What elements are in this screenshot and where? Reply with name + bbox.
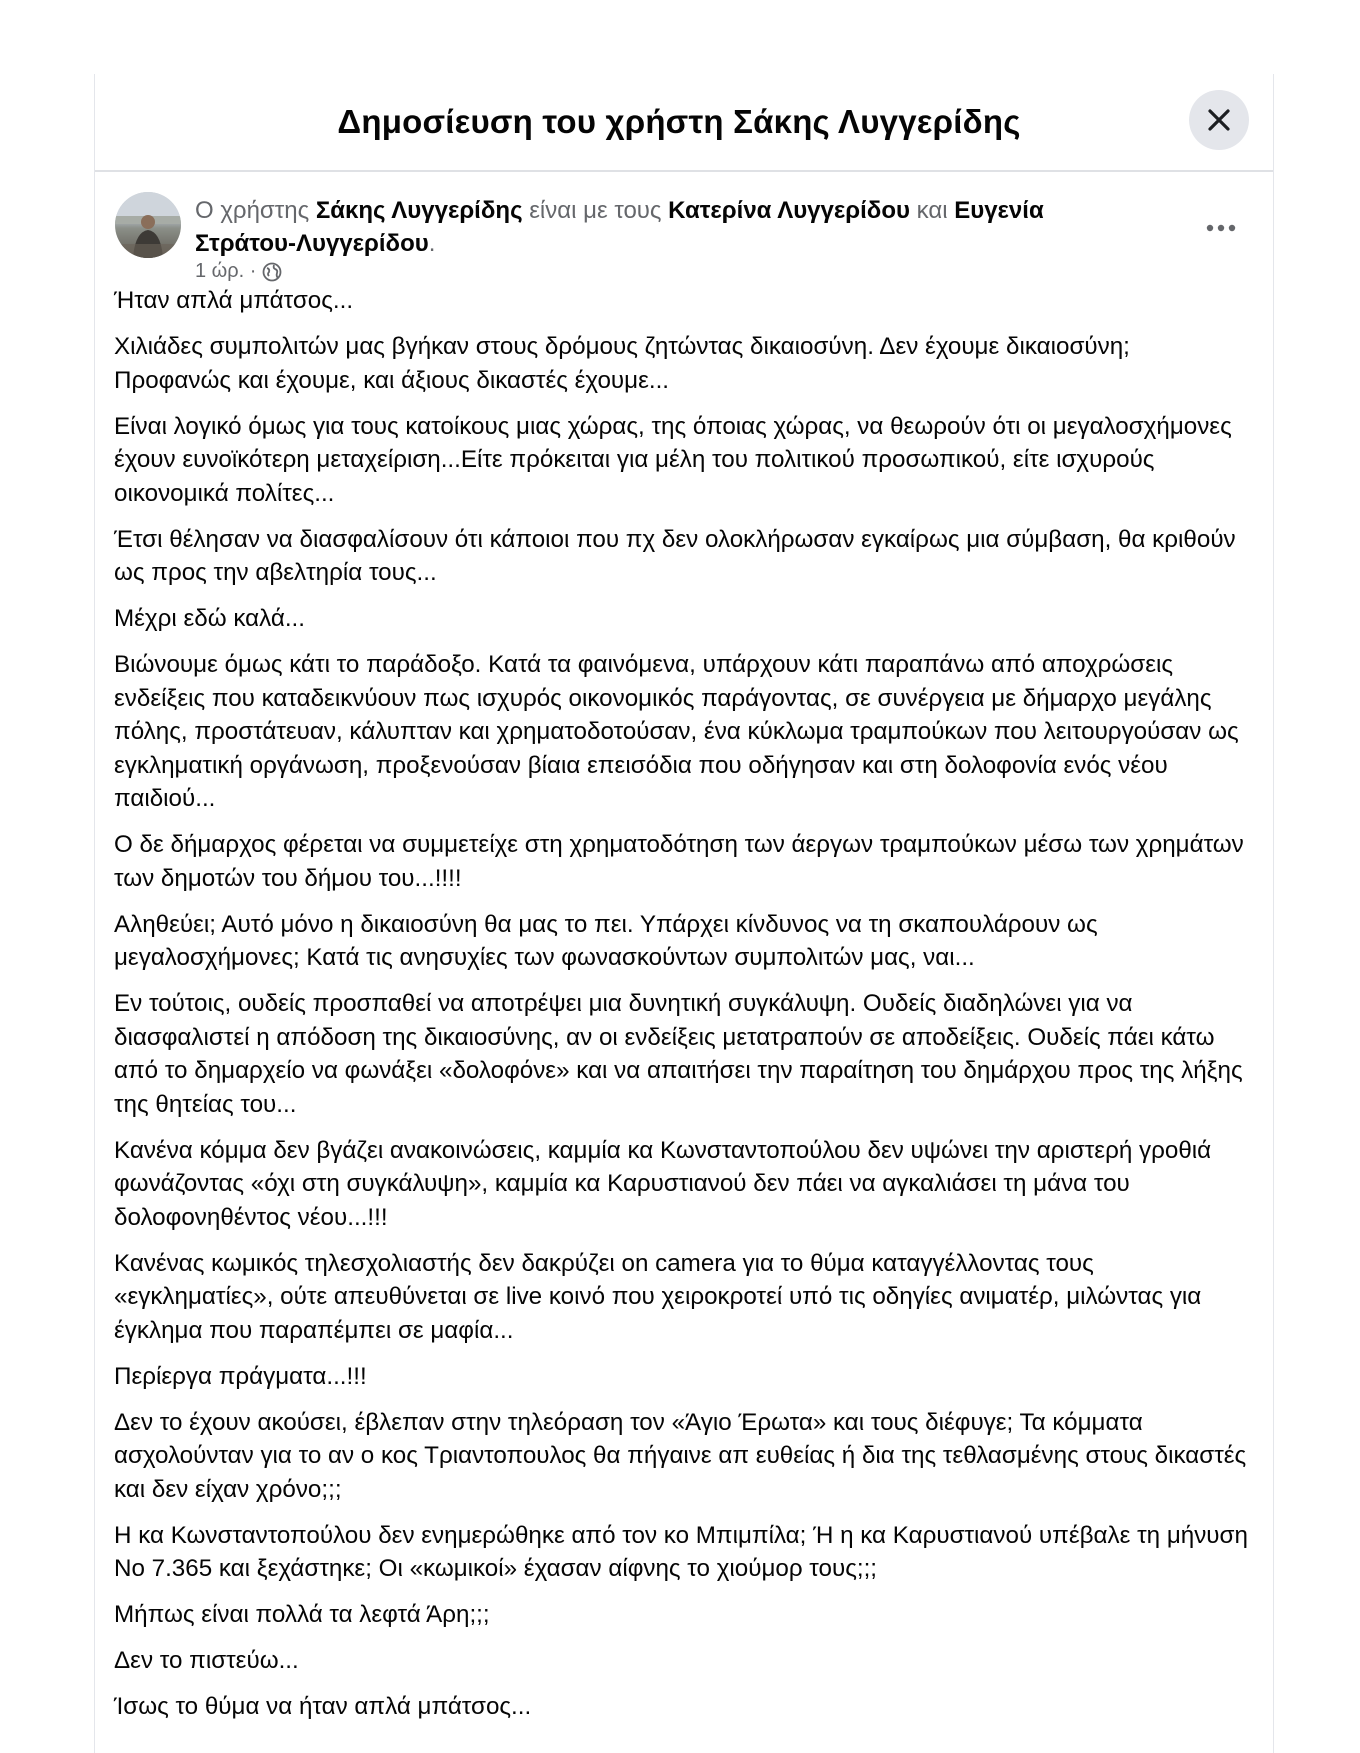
post-paragraph: Δεν το έχουν ακούσει, έβλεπαν στην τηλεόραση τον «Άγιο Έρωτα» και τους διέφυγε; Τα κόμματα ασχολούνταν για το αν ο κος Τριαντοπουλος θα πήγαινε απ ευθείας ή δια της τεθλασμένης στους δικαστές και δεν είχαν χρόνο;;; [114,1408,1247,1503]
post-paragraph: Αληθεύει; Αυτό μόνο η δικαιοσύνη θα μας το πει. Υπάρχει κίνδυνος να τη σκαπουλάρουν ως μεγαλοσχήμονες; Κατά τις ανησυχίες των φωνασκούντων συμπολιτών μας, ναι... [114,910,1098,971]
with-text: είναι με τους [522,197,669,224]
and-text: και [909,197,955,224]
more-options-icon [1206,224,1236,232]
tagged-user-1[interactable]: Κατερίνα Λυγγερίδου [668,197,910,224]
post-paragraph: Η κα Κωνσταντοπούλου δεν ενημερώθηκε από τον κο Μπιμπίλα; Ή η κα Καρυστιανού υπέβαλε τη μήνυση Νο 7.365 και ξεχάστηκε; Οι «κωμικοί» έχασαν αίφνης το χιούμορ τους;;; [114,1521,1248,1582]
post-paragraph: Κανένα κόμμα δεν βγάζει ανακοινώσεις, καμμία κα Κωνσταντοπούλου δεν υψώνει την αριστερή γροθιά φωνάζοντας «όχι στη συγκάλυψη», καμμία κα Καρυστιανού δεν πάει να αγκαλιάσει τη μάνα του δολοφονηθέντος νέου...!!! [114,1136,1212,1231]
period-text: . [428,230,436,257]
post-paragraph: Βιώνουμε όμως κάτι το παράδοξο. Κατά τα φαινόμενα, υπάρχουν κάτι παραπάνω από αποχρώσεις ενδείξεις που καταδεικνύουν πως ισχυρός οικονομικός παράγοντας, σε συνέργεια με δήμαρχο μεγάλης πόλης, προστάτευαν, κάλυπταν και χρηματοδοτούσαν, ένα κύκλωμα τραμπούκων που λειτουργούσαν ως εγκληματική οργάνωση, προξενούσαν βίαια επεισόδια που οδήγησαν και στη δολοφονία ενός νέου παιδιού... [114,651,1239,812]
post-paragraph: Περίεργα πράγματα...!!! [114,1362,367,1390]
post-body [114,284,1249,1736]
avatar[interactable] [115,192,181,258]
post-timestamp[interactable]: 1 ώρ. · [195,260,257,282]
post-paragraph: Ίσως το θύμα να ήταν απλά μπάτσος... [114,1693,532,1720]
more-options-button[interactable] [1199,206,1243,250]
post-paragraph: Μήπως είναι πολλά τα λεφτά Άρη;;; [114,1601,490,1628]
post-paragraph: Ο δε δήμαρχος φέρεται να συμμετείχε στη χρηματοδότηση των άεργων τραμπούκων μέσω των χρημάτων των δημοτών του δήμου του...!!!! [114,831,1244,892]
close-icon [1206,107,1232,133]
author-link[interactable]: Σάκης Λυγγερίδης [315,197,523,224]
tagged-user-2[interactable]: Ευγενία Στράτου-Λυγγερίδου [195,197,1044,257]
post-paragraph: Εν τούτοις, ουδείς προσπαθεί να αποτρέψει μια δυνητική συγκάλυψη. Ουδείς διαδηλώνει για να διασφαλιστεί η απόδοση της δικαιοσύνης, αν οι ενδείξεις μετατραπούν σε αποδείξεις. Ουδείς πάει κάτω από το δημαρχείο να φωνάξει «δολοφόνε» και να απαιτήσει την παραίτηση του δημάρχου προς της λήξης της θητείας του... [114,990,1243,1118]
post-header [95,172,1273,302]
post-meta [195,260,282,283]
post-dialog [94,74,1274,1753]
post-paragraph: Μέχρι εδώ καλά... [114,605,305,632]
post-paragraph: Κανένας κωμικός τηλεσχολιαστής δεν δακρύζει on camera για το θύμα καταγγέλλοντας τους «εγκληματίες», ούτε απευθύνεται σε live κοινό που χειροκροτεί υπό τις οδηγίες ανιματέρ, μιλώντας για έγκλημα που παραπέμπει σε μαφία... [114,1249,1202,1344]
dialog-title: Δημοσίευση του χρήστη Σάκης Λυγγερίδης [337,103,1021,140]
post-paragraph: Χιλιάδες συμπολιτών μας βγήκαν στους δρόμους ζητώντας δικαιοσύνη. Δεν έχουμε δικαιοσύνη; Προφανώς και έχουμε, και άξιους δικαστές έχουμε... [114,333,1130,394]
globe-icon[interactable] [262,262,282,282]
close-button[interactable] [1189,90,1249,150]
prefix-text: Ο χρήστης [195,197,316,224]
post-author-line [195,194,1125,260]
post-paragraph: Έτσι θέλησαν να διασφαλίσουν ότι κάποιοι που πχ δεν ολοκλήρωσαν εγκαίρως μια σύμβαση, θα κριθούν ως προς την αβελτηρία τους... [114,525,1236,586]
post-paragraph: Ήταν απλά μπάτσος... [114,287,354,314]
dialog-header [95,74,1273,172]
post-paragraph: Δεν το πιστεύω... [114,1647,299,1674]
post-paragraph: Είναι λογικό όμως για τους κατοίκους μιας χώρας, της όποιας χώρας, να θεωρούν ότι οι μεγαλοσχήμονες έχουν ευνοϊκότερη μεταχείριση...Είτε πρόκειται για μέλη του πολιτικού προσωπικού, είτε ισχυρούς οικονομικά πολίτες... [114,412,1232,507]
